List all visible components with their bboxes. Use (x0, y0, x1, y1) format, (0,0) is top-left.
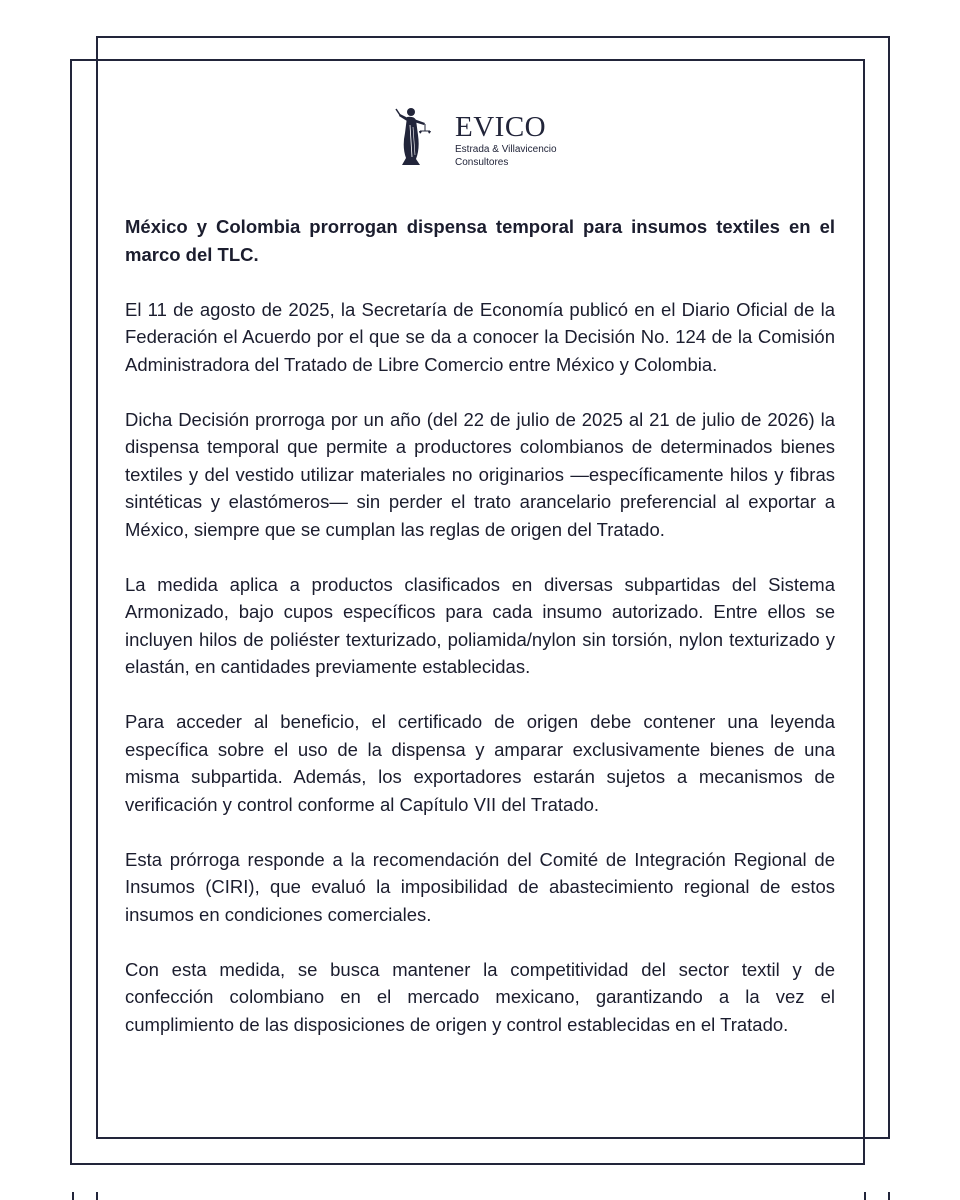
article-paragraph: Esta prórroga responde a la recomendación del Comité de Integración Regional de Insumos (CIRI), que evaluó la imposibilidad de abastecimiento regional de estos insumos en condiciones comerciales. (125, 848, 835, 925)
article-body (125, 213, 835, 1038)
evico-logo (394, 105, 574, 169)
lady-justice-icon (394, 105, 434, 167)
article-paragraph: Para acceder al beneficio, el certificado de origen debe contener una leyenda específica sobre el uso de la dispensa y amparar exclusivamente bienes de una misma subpartida. Además, los exportadores estarán sujetos a mecanismos de verificación y control conforme al Capítulo VII del Tratado. (125, 711, 835, 815)
article-paragraph: La medida aplica a productos clasificados en diversas subpartidas del Sistema Armonizado, bajo cupos específicos para cada insumo autorizado. Entre ellos se incluyen hilos de poliéster texturizado, poliamida/nylon sin torsión, nylon texturizado y elastán, en cantidades previamente establecidas. (125, 573, 835, 677)
logo-subtitle-line1: Estrada & Villavicencio (455, 144, 557, 155)
frame-tick-left-outer (72, 1192, 74, 1200)
article-paragraph: Dicha Decisión prorroga por un año (del 22 de julio de 2025 al 21 de julio de 2026) la dispensa temporal que permite a productores colombianos de determinados bienes textiles y del vestido utilizar materiales no originarios —específicamente hilos y fibras sintéticas y elastómeros— sin perder el trato arancelario preferencial al exportar a México, siempre que se cumplan las reglas de origen del Tratado. (125, 408, 835, 540)
article-headline: México y Colombia prorrogan dispensa temporal para insumos textiles en el marco del TLC. (125, 216, 835, 265)
frame-tick-left-inner (96, 1192, 98, 1200)
article-paragraph: El 11 de agosto de 2025, la Secretaría de Economía publicó en el Diario Oficial de la Federación el Acuerdo por el que se da a conocer la Decisión No. 124 de la Comisión Administradora del Tratado de Libre Comercio entre México y Colombia. (125, 298, 835, 375)
frame-tick-right-inner (864, 1192, 866, 1200)
article-paragraph: Con esta medida, se busca mantener la competitividad del sector textil y de confección colombiano en el mercado mexicano, garantizando a la vez el cumplimiento de las disposiciones de origen y control establecidas en el Tratado. (125, 958, 835, 1035)
logo-name: EVICO (455, 111, 547, 143)
logo-subtitle-line2: Consultores (455, 157, 509, 168)
frame-tick-right-outer (888, 1192, 890, 1200)
